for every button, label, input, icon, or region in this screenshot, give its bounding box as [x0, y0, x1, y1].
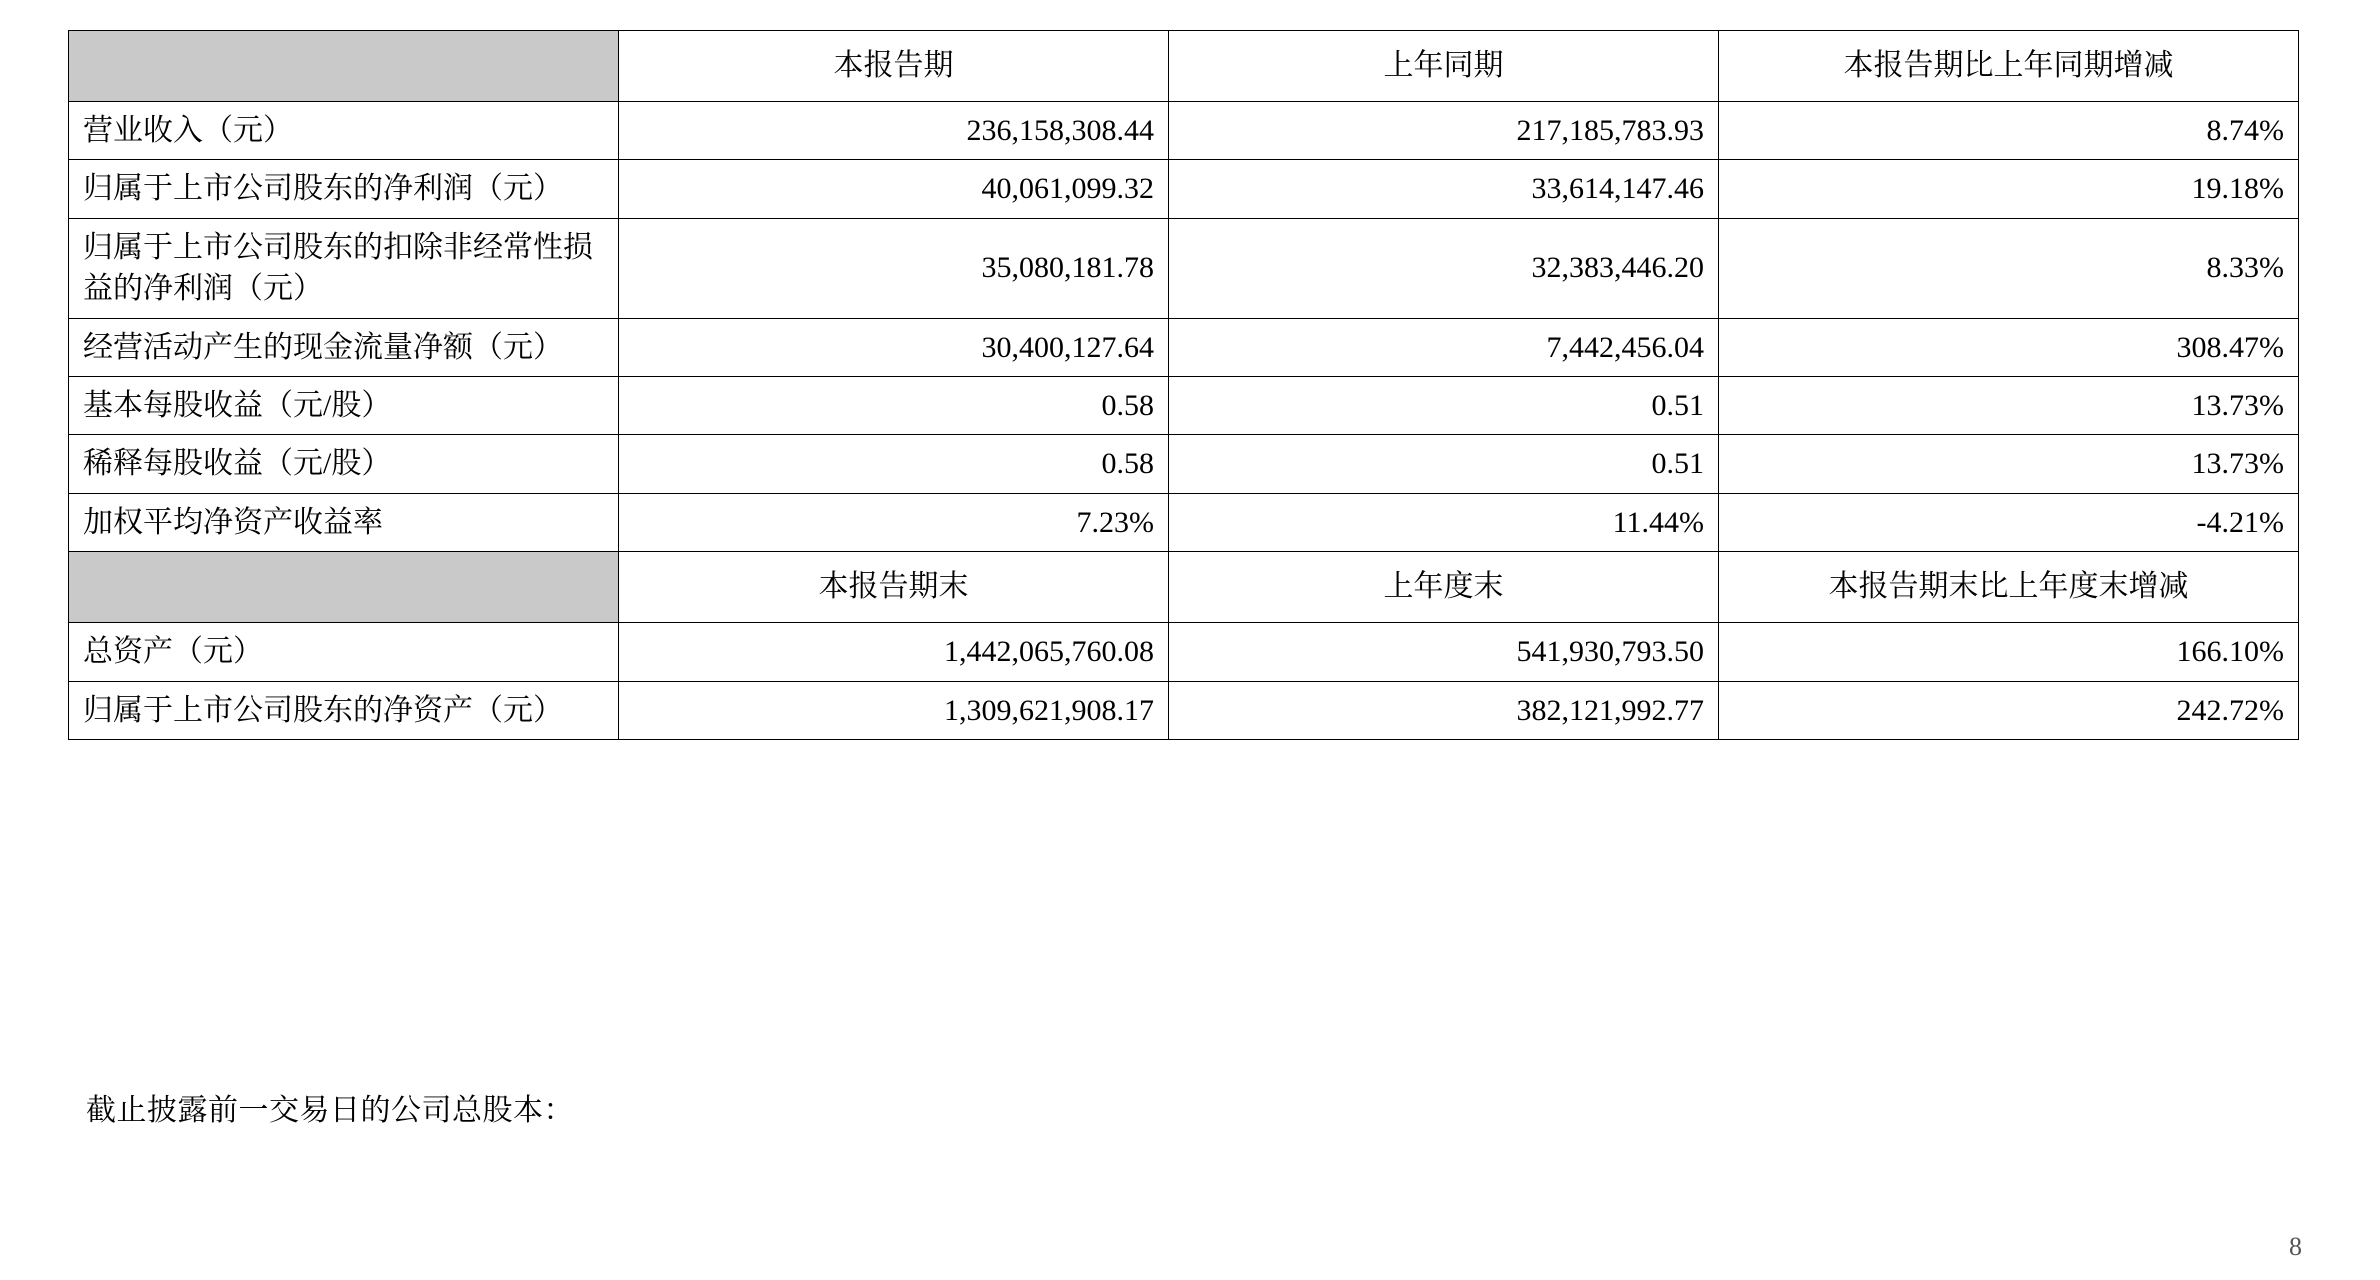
- cell-net-profit-current: 40,061,099.32: [619, 160, 1169, 218]
- header-cell-current-period: 本报告期: [619, 31, 1169, 102]
- header-cell-empty-balance: [69, 552, 619, 623]
- cell-weighted-roe-previous: 11.44%: [1169, 493, 1719, 551]
- table-header-row-period: [69, 31, 2299, 102]
- cell-net-profit-deducted-previous: 32,383,446.20: [1169, 218, 1719, 318]
- row-label-basic-eps: 基本每股收益（元/股）: [69, 376, 619, 434]
- table-row: [69, 376, 2299, 434]
- cell-total-assets-change: 166.10%: [1719, 623, 2299, 681]
- cell-basic-eps-previous: 0.51: [1169, 376, 1719, 434]
- cell-net-profit-deducted-change: 8.33%: [1719, 218, 2299, 318]
- header-cell-prior-year-end: 上年度末: [1169, 552, 1719, 623]
- table-caption: 截止披露前一交易日的公司总股本：: [86, 1094, 574, 1127]
- cell-diluted-eps-change: 13.73%: [1719, 435, 2299, 493]
- cell-net-assets-current: 1,309,621,908.17: [619, 681, 1169, 739]
- cell-operating-cash-flow-previous: 7,442,456.04: [1169, 318, 1719, 376]
- cell-basic-eps-change: 13.73%: [1719, 376, 2299, 434]
- table-row: [69, 435, 2299, 493]
- cell-net-assets-change: 242.72%: [1719, 681, 2299, 739]
- cell-revenue-previous: 217,185,783.93: [1169, 102, 1719, 160]
- table-row: [69, 681, 2299, 739]
- cell-net-profit-previous: 33,614,147.46: [1169, 160, 1719, 218]
- header-cell-change-balance: 本报告期末比上年度末增减: [1719, 552, 2299, 623]
- cell-weighted-roe-current: 7.23%: [619, 493, 1169, 551]
- table-row: [69, 102, 2299, 160]
- financial-summary-table: [68, 30, 2299, 740]
- row-label-weighted-roe: 加权平均净资产收益率: [69, 493, 619, 551]
- financial-summary-table-wrapper: [68, 30, 2298, 740]
- cell-weighted-roe-change: -4.21%: [1719, 493, 2299, 551]
- table-row: [69, 160, 2299, 218]
- table-row: [69, 218, 2299, 318]
- cell-net-profit-deducted-current: 35,080,181.78: [619, 218, 1169, 318]
- cell-net-profit-change: 19.18%: [1719, 160, 2299, 218]
- row-label-net-profit-deducted: 归属于上市公司股东的扣除非经常性损益的净利润（元）: [69, 218, 619, 318]
- table-row: [69, 493, 2299, 551]
- cell-diluted-eps-current: 0.58: [619, 435, 1169, 493]
- table-header-row-balance: [69, 552, 2299, 623]
- cell-operating-cash-flow-current: 30,400,127.64: [619, 318, 1169, 376]
- table-row: [69, 318, 2299, 376]
- header-cell-change-period: 本报告期比上年同期增减: [1719, 31, 2299, 102]
- row-label-net-profit: 归属于上市公司股东的净利润（元）: [69, 160, 619, 218]
- cell-net-assets-previous: 382,121,992.77: [1169, 681, 1719, 739]
- cell-operating-cash-flow-change: 308.47%: [1719, 318, 2299, 376]
- header-cell-prior-period: 上年同期: [1169, 31, 1719, 102]
- header-cell-empty: [69, 31, 619, 102]
- header-cell-current-period-end: 本报告期末: [619, 552, 1169, 623]
- row-label-total-assets: 总资产（元）: [69, 623, 619, 681]
- cell-total-assets-current: 1,442,065,760.08: [619, 623, 1169, 681]
- row-label-revenue: 营业收入（元）: [69, 102, 619, 160]
- cell-basic-eps-current: 0.58: [619, 376, 1169, 434]
- page-number: 8: [2289, 1232, 2302, 1261]
- table-row: [69, 623, 2299, 681]
- row-label-net-assets: 归属于上市公司股东的净资产（元）: [69, 681, 619, 739]
- cell-revenue-change: 8.74%: [1719, 102, 2299, 160]
- cell-diluted-eps-previous: 0.51: [1169, 435, 1719, 493]
- cell-revenue-current: 236,158,308.44: [619, 102, 1169, 160]
- row-label-diluted-eps: 稀释每股收益（元/股）: [69, 435, 619, 493]
- row-label-operating-cash-flow: 经营活动产生的现金流量净额（元）: [69, 318, 619, 376]
- cell-total-assets-previous: 541,930,793.50: [1169, 623, 1719, 681]
